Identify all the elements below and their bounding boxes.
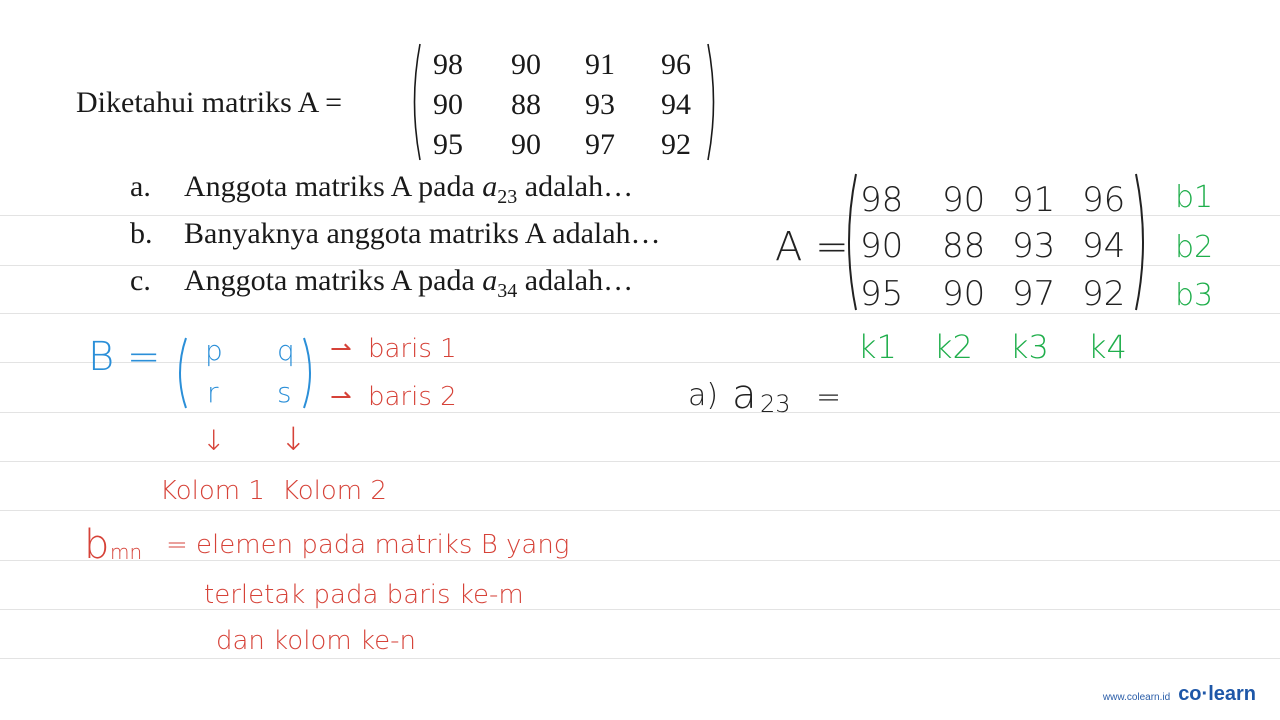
- a-cell: 88: [942, 226, 986, 266]
- b-left-paren: [172, 336, 188, 410]
- colearn-logo: co·learn: [1178, 683, 1256, 705]
- a-cell: 96: [1082, 180, 1126, 220]
- a-col-label-2: k2: [934, 328, 973, 366]
- item-letter: a.: [130, 170, 151, 203]
- matrix-cell: 90: [511, 128, 541, 161]
- definition-line-3: dan kolom ke-n: [216, 626, 416, 656]
- matrix-cell: 90: [433, 88, 463, 121]
- a-left-paren: [840, 172, 858, 312]
- matrix-cell: 95: [433, 128, 463, 161]
- definition-symbol: b: [84, 522, 110, 568]
- item-letter: b.: [130, 217, 153, 250]
- col-label-2: Kolom 2: [282, 476, 387, 506]
- a-cell: 97: [1012, 274, 1056, 314]
- b-entry-r: r: [207, 376, 219, 409]
- answer-prefix: a): [688, 378, 719, 413]
- a-cell: 95: [860, 274, 904, 314]
- item-letter: c.: [130, 264, 151, 297]
- matrix-cell: 90: [511, 48, 541, 81]
- matrix-cell: 98: [433, 48, 463, 81]
- rule-line: [0, 609, 1280, 610]
- arrow-down-icon: ↓: [280, 420, 307, 458]
- question-intro: Diketahui matriks A =: [76, 86, 343, 119]
- b-right-paren: [302, 336, 318, 410]
- definition-line-2: terletak pada baris ke-m: [204, 580, 524, 610]
- rule-line: [0, 412, 1280, 413]
- matrix-cell: 96: [661, 48, 691, 81]
- question-item-b: Banyaknya anggota matriks A adalah…: [184, 217, 661, 250]
- a-col-label-4: k4: [1088, 328, 1127, 366]
- a-row-label-1: b1: [1175, 180, 1214, 215]
- answer-equals: =: [816, 380, 842, 415]
- matrix-cell: 93: [585, 88, 615, 121]
- arrow-right-icon: ⇀: [330, 334, 352, 364]
- site-url: www.colearn.id: [1102, 692, 1171, 703]
- arrow-down-icon: ↓: [202, 424, 226, 457]
- question-item-c: Anggota matriks A pada $a_{34}$ adalah…: [184, 264, 634, 302]
- matrix-cell: 94: [661, 88, 691, 121]
- a-matrix-lhs: A =: [775, 224, 849, 270]
- b-matrix-lhs: B =: [88, 334, 161, 380]
- row-label-1: baris 1: [368, 334, 457, 364]
- a-row-label-2: b2: [1175, 230, 1214, 265]
- row-label-2: baris 2: [368, 382, 457, 412]
- a-cell: 90: [942, 180, 986, 220]
- a-cell: 98: [860, 180, 904, 220]
- b-entry-q: q: [277, 334, 295, 367]
- answer-subscript: 23: [760, 390, 791, 418]
- a-right-paren: [1134, 172, 1152, 312]
- a-col-label-3: k3: [1010, 328, 1049, 366]
- right-paren: [706, 42, 720, 162]
- definition-line-1: = elemen pada matriks B yang: [166, 530, 570, 560]
- question-item-a: Anggota matriks A pada $a_{23}$ adalah…: [184, 170, 634, 208]
- matrix-cell: 92: [661, 128, 691, 161]
- matrix-cell: 97: [585, 128, 615, 161]
- rule-line: [0, 560, 1280, 561]
- brand-footer: [1103, 683, 1256, 706]
- b-entry-p: p: [205, 334, 223, 367]
- answer-symbol: a: [732, 372, 757, 418]
- a-cell: 90: [860, 226, 904, 266]
- a-cell: 91: [1012, 180, 1056, 220]
- a-cell: 93: [1012, 226, 1056, 266]
- printed-matrix-a: [408, 40, 720, 166]
- rule-line: [0, 461, 1280, 462]
- b-entry-s: s: [277, 376, 292, 409]
- a-cell: 90: [942, 274, 986, 314]
- rule-line: [0, 658, 1280, 659]
- rule-line: [0, 510, 1280, 511]
- a-col-label-1: k1: [858, 328, 897, 366]
- matrix-cell: 91: [585, 48, 615, 81]
- a-cell: 92: [1082, 274, 1126, 314]
- arrow-right-icon: ⇀: [330, 382, 352, 412]
- definition-subscript: mn: [110, 540, 143, 564]
- a-cell: 94: [1082, 226, 1126, 266]
- a-row-label-3: b3: [1175, 278, 1214, 313]
- col-label-1: Kolom 1: [160, 476, 265, 506]
- matrix-cell: 88: [511, 88, 541, 121]
